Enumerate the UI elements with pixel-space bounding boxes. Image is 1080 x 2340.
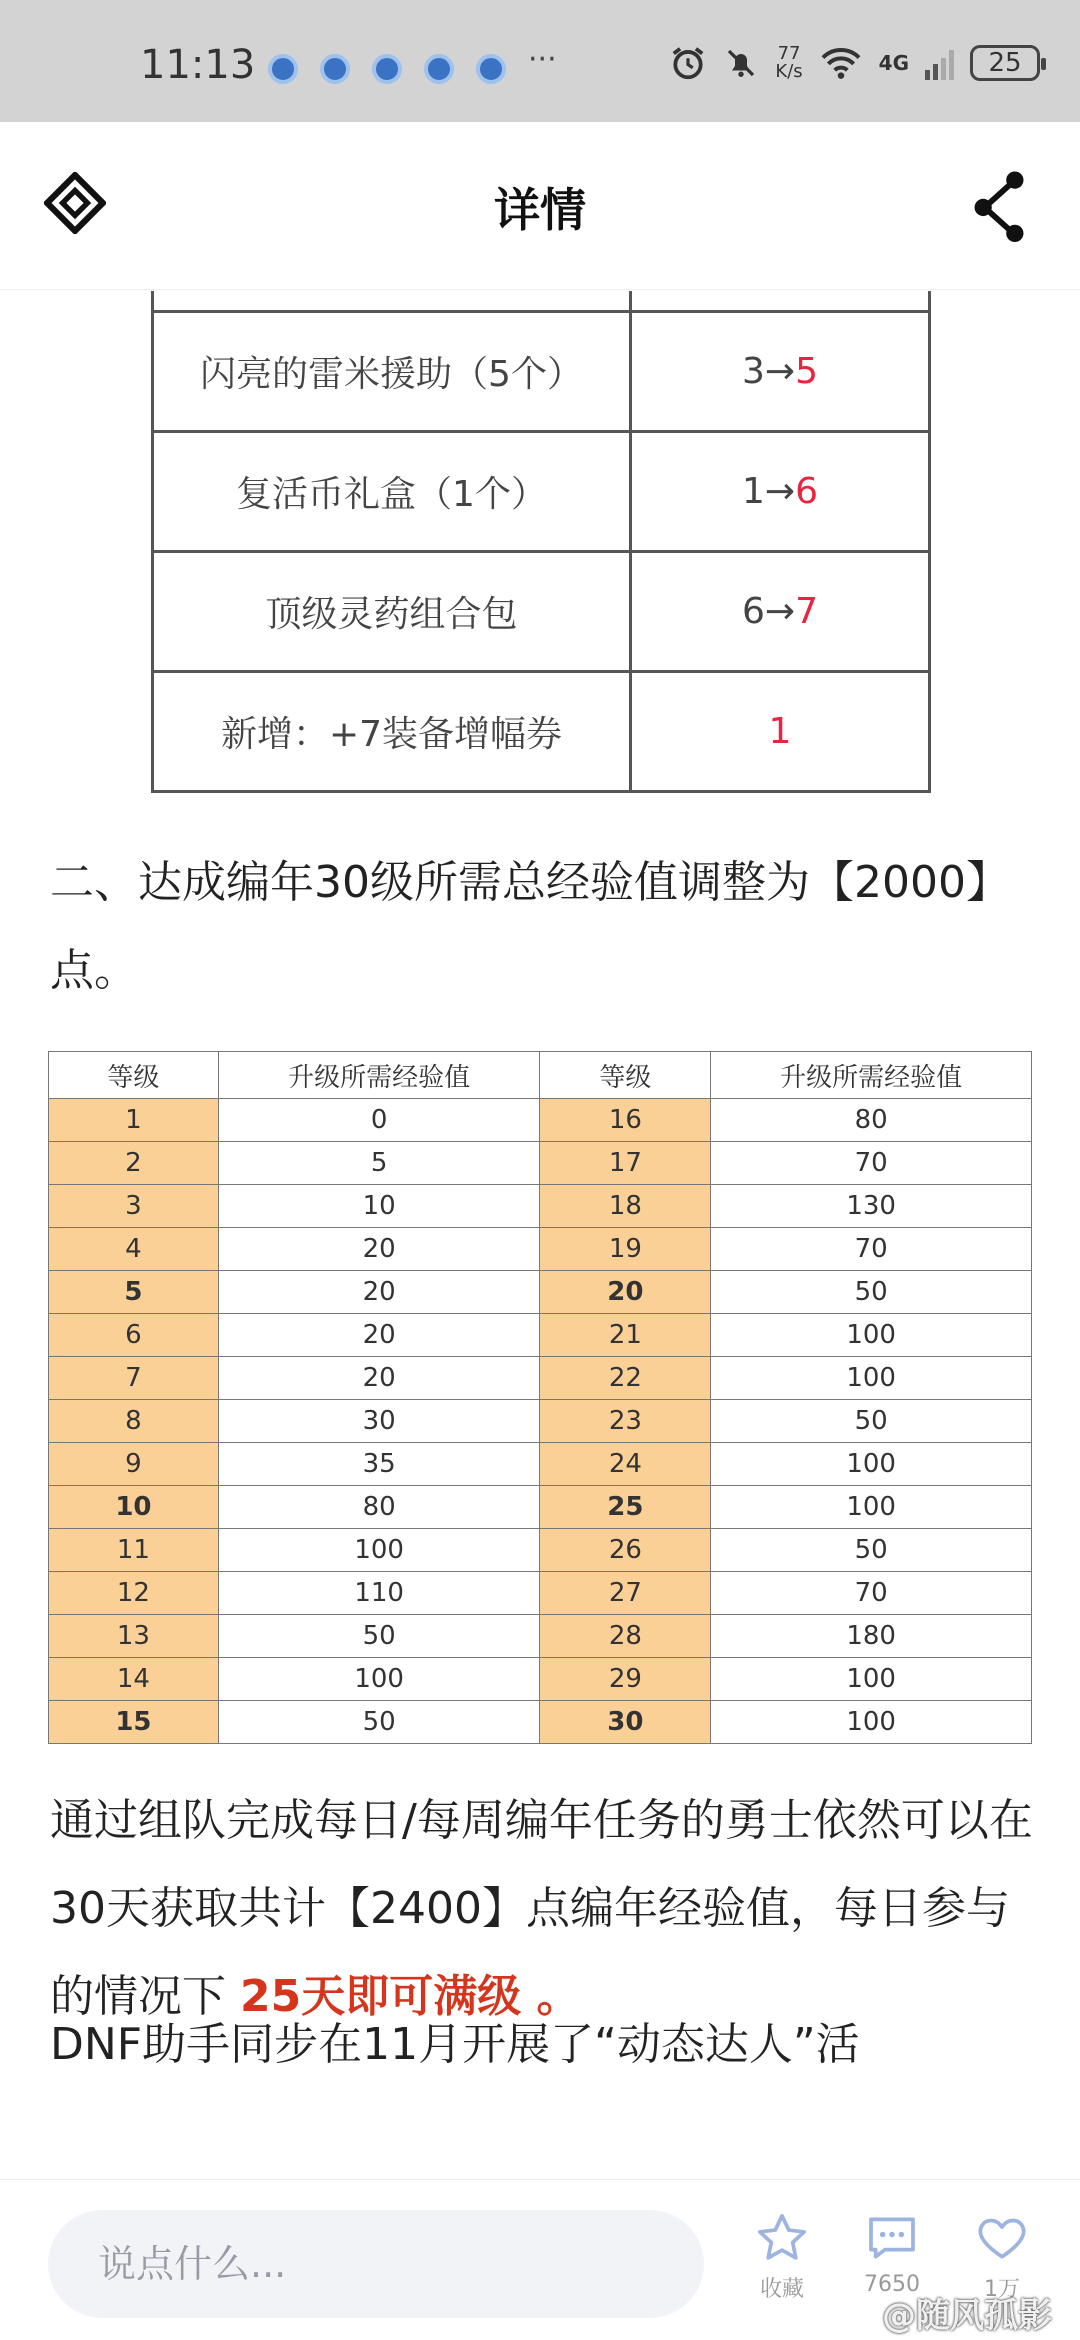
exp-value-cell: 0 bbox=[218, 1099, 540, 1142]
exp-value-cell: 50 bbox=[711, 1271, 1032, 1314]
signal-icon bbox=[925, 46, 954, 80]
exp-table-body bbox=[49, 1099, 1032, 1744]
app-notification-icon bbox=[424, 54, 454, 84]
exp-value-cell: 10 bbox=[218, 1185, 540, 1228]
comment-input[interactable] bbox=[48, 2210, 704, 2318]
page-title: 详情 bbox=[494, 183, 586, 237]
exp-value-cell: 80 bbox=[218, 1486, 540, 1529]
level-cell: 27 bbox=[540, 1572, 711, 1615]
favorite-button[interactable] bbox=[742, 2210, 822, 2303]
column-header: 升级所需经验值 bbox=[711, 1052, 1032, 1099]
table-row bbox=[49, 1701, 1032, 1744]
level-cell: 13 bbox=[49, 1615, 219, 1658]
exp-value-cell: 20 bbox=[218, 1228, 540, 1271]
comment-button[interactable] bbox=[852, 2210, 932, 2297]
table-header-row bbox=[49, 1052, 1032, 1099]
app-notification-icon bbox=[476, 54, 506, 84]
exp-value-cell: 100 bbox=[711, 1357, 1032, 1400]
exp-value-cell: 50 bbox=[711, 1529, 1032, 1572]
table-row bbox=[49, 1228, 1032, 1271]
table-row bbox=[153, 291, 930, 312]
level-cell: 7 bbox=[49, 1357, 219, 1400]
article-content[interactable] bbox=[0, 291, 1080, 2179]
comment-count: 7650 bbox=[864, 2272, 920, 2297]
exp-value-cell: 20 bbox=[218, 1314, 540, 1357]
level-cell: 23 bbox=[540, 1400, 711, 1443]
exp-value-cell: 50 bbox=[218, 1701, 540, 1744]
exp-value-cell: 100 bbox=[711, 1658, 1032, 1701]
level-cell: 24 bbox=[540, 1443, 711, 1486]
level-cell: 14 bbox=[49, 1658, 219, 1701]
reward-table bbox=[151, 291, 931, 793]
status-bar bbox=[0, 0, 1080, 122]
table-row bbox=[153, 552, 930, 672]
column-header: 升级所需经验值 bbox=[218, 1052, 540, 1099]
reward-value bbox=[631, 312, 930, 432]
exp-value-cell: 30 bbox=[218, 1400, 540, 1443]
level-cell: 17 bbox=[540, 1142, 711, 1185]
exp-value-cell: 100 bbox=[711, 1486, 1032, 1529]
reward-after: 5 bbox=[795, 351, 818, 392]
reward-before: 6→ bbox=[742, 591, 796, 632]
reward-after: 7 bbox=[795, 591, 818, 632]
exp-value-cell: 70 bbox=[711, 1142, 1032, 1185]
table-row bbox=[49, 1185, 1032, 1228]
exp-level-table bbox=[48, 1051, 1032, 1744]
table-row bbox=[49, 1658, 1032, 1701]
notification-icons bbox=[268, 54, 506, 84]
exp-value-cell: 50 bbox=[218, 1615, 540, 1658]
level-cell: 12 bbox=[49, 1572, 219, 1615]
watermark: @随风孤影 bbox=[882, 2296, 1052, 2336]
table-row bbox=[49, 1486, 1032, 1529]
column-header: 等级 bbox=[540, 1052, 711, 1099]
comment-icon bbox=[864, 2210, 920, 2266]
mute-icon bbox=[723, 45, 759, 81]
more-notifications-icon: ··· bbox=[528, 42, 557, 77]
app-notification-icon bbox=[268, 54, 298, 84]
reward-item: 复活币礼盒（1个） bbox=[153, 432, 631, 552]
reward-before: 3→ bbox=[742, 351, 796, 392]
network-type: 4G bbox=[878, 51, 909, 75]
table-row bbox=[49, 1443, 1032, 1486]
table-row bbox=[49, 1615, 1032, 1658]
paragraph-text: 通过组队完成每日/每周编年任务的勇士依然可以在30天获取共计【2400】点编年经验值，每日参与的情况下 bbox=[50, 1795, 1033, 2022]
exp-value-cell: 100 bbox=[218, 1529, 540, 1572]
star-icon bbox=[754, 2210, 810, 2266]
app-notification-icon bbox=[320, 54, 350, 84]
level-cell: 10 bbox=[49, 1486, 219, 1529]
level-cell: 29 bbox=[540, 1658, 711, 1701]
level-cell: 15 bbox=[49, 1701, 219, 1744]
like-count: 1万 bbox=[984, 2277, 1020, 2302]
exp-value-cell: 20 bbox=[218, 1271, 540, 1314]
table-row bbox=[153, 432, 930, 552]
level-cell: 20 bbox=[540, 1271, 711, 1314]
table-row bbox=[49, 1271, 1032, 1314]
exp-value-cell: 35 bbox=[218, 1443, 540, 1486]
table-row bbox=[49, 1572, 1032, 1615]
wifi-icon bbox=[819, 45, 863, 81]
exp-value-cell: 180 bbox=[711, 1615, 1032, 1658]
exp-value-cell: 110 bbox=[218, 1572, 540, 1615]
exp-value-cell: 130 bbox=[711, 1185, 1032, 1228]
highlight-text: 25天即可满级 。 bbox=[240, 1971, 581, 2022]
table-row bbox=[49, 1400, 1032, 1443]
reward-value bbox=[631, 552, 930, 672]
level-cell: 3 bbox=[49, 1185, 219, 1228]
status-time: 11:13 bbox=[140, 42, 256, 88]
table-cell bbox=[631, 291, 930, 312]
level-cell: 22 bbox=[540, 1357, 711, 1400]
level-cell: 18 bbox=[540, 1185, 711, 1228]
share-icon[interactable] bbox=[970, 170, 1028, 242]
level-cell: 5 bbox=[49, 1271, 219, 1314]
exp-value-cell: 20 bbox=[218, 1357, 540, 1400]
table-row bbox=[153, 312, 930, 432]
level-cell: 6 bbox=[49, 1314, 219, 1357]
paragraph-exp-adjustment: 二、达成编年30级所需总经验值调整为【2000】点。 bbox=[50, 857, 1010, 996]
exp-value-cell: 100 bbox=[711, 1314, 1032, 1357]
exp-value-cell: 5 bbox=[218, 1142, 540, 1185]
table-row bbox=[49, 1529, 1032, 1572]
reward-item: 顶级灵药组合包 bbox=[153, 552, 631, 672]
level-cell: 11 bbox=[49, 1529, 219, 1572]
app-notification-icon bbox=[372, 54, 402, 84]
level-cell: 21 bbox=[540, 1314, 711, 1357]
table-row bbox=[49, 1314, 1032, 1357]
alarm-icon bbox=[669, 44, 707, 82]
exp-value-cell: 70 bbox=[711, 1228, 1032, 1271]
level-cell: 4 bbox=[49, 1228, 219, 1271]
table-cell bbox=[153, 291, 631, 312]
level-cell: 16 bbox=[540, 1099, 711, 1142]
reward-after: 1 bbox=[768, 711, 792, 752]
exp-value-cell: 70 bbox=[711, 1572, 1032, 1615]
exp-value-cell: 50 bbox=[711, 1400, 1032, 1443]
exp-value-cell: 100 bbox=[711, 1443, 1032, 1486]
favorite-label: 收藏 bbox=[759, 2277, 804, 2302]
battery-icon: 25 bbox=[970, 45, 1040, 81]
reward-before: 1→ bbox=[742, 471, 796, 512]
level-cell: 30 bbox=[540, 1701, 711, 1744]
table-row bbox=[49, 1099, 1032, 1142]
level-cell: 28 bbox=[540, 1615, 711, 1658]
column-header: 等级 bbox=[49, 1052, 219, 1099]
level-cell: 9 bbox=[49, 1443, 219, 1486]
heart-icon bbox=[974, 2210, 1030, 2266]
table-row bbox=[153, 672, 930, 792]
level-cell: 2 bbox=[49, 1142, 219, 1185]
level-cell: 1 bbox=[49, 1099, 219, 1142]
reward-value bbox=[631, 672, 930, 792]
reward-item: 新增：+7装备增幅券 bbox=[153, 672, 631, 792]
reward-value bbox=[631, 432, 930, 552]
exp-value-cell: 80 bbox=[711, 1099, 1032, 1142]
level-cell: 19 bbox=[540, 1228, 711, 1271]
table-row bbox=[49, 1142, 1032, 1185]
table-row bbox=[49, 1357, 1032, 1400]
status-indicators bbox=[669, 44, 1040, 82]
reward-after: 6 bbox=[795, 471, 818, 512]
level-cell: 26 bbox=[540, 1529, 711, 1572]
level-cell: 25 bbox=[540, 1486, 711, 1529]
level-cell: 8 bbox=[49, 1400, 219, 1443]
exp-value-cell: 100 bbox=[711, 1701, 1032, 1744]
exp-value-cell: 100 bbox=[218, 1658, 540, 1701]
network-speed bbox=[775, 45, 802, 81]
paragraph-dnf-helper: DNF助手同步在11月开展了“动态达人”活 bbox=[50, 2019, 860, 2070]
page-header bbox=[0, 122, 1080, 290]
network-speed-unit: K/s bbox=[775, 61, 803, 82]
reward-item: 闪亮的雷米援助（5个） bbox=[153, 312, 631, 432]
bottom-action-bar bbox=[0, 2179, 1080, 2340]
network-speed-value: 77 bbox=[777, 43, 801, 64]
